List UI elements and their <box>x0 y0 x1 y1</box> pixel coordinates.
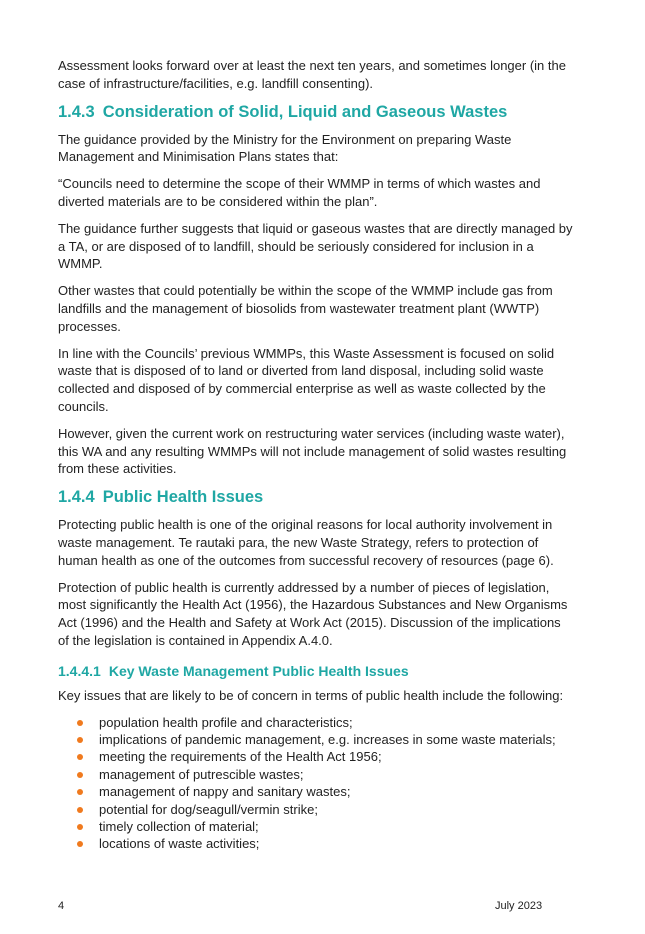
list-item <box>58 783 573 800</box>
page-number: 4 <box>58 900 65 912</box>
bullet-dot-icon <box>77 720 83 726</box>
subsection-number: 1.4.4.1 <box>58 662 101 679</box>
section-title: Public Health Issues <box>102 488 264 507</box>
list-item-text: management of nappy and sanitary wastes; <box>99 784 351 800</box>
list-item <box>58 801 573 818</box>
list-item <box>58 818 573 835</box>
list-item <box>58 766 573 783</box>
section-number: 1.4.4 <box>58 488 95 507</box>
intro-paragraph: Assessment looks forward over at least the next ten years, and sometimes longer (in the case of infrastructure/facilities, e.g. landfill consenting). <box>58 58 566 91</box>
list-item <box>58 714 573 731</box>
bullet-dot-icon <box>77 754 83 760</box>
paragraph: The guidance further suggests that liquid or gaseous wastes that are directly managed by a TA, or are disposed of to landfill, should be seriously considered for inclusion in a WMMP. <box>58 220 573 272</box>
quote-paragraph: “Councils need to determine the scope of their WMMP in terms of which wastes and diverted materials are to be considered within the plan”. <box>58 176 541 209</box>
health-issues-list <box>58 714 573 853</box>
bullet-dot-icon <box>77 737 83 743</box>
paragraph: Other wastes that could potentially be within the scope of the WMMP include gas from landfills and the management of biosolids from wastewater treatment plant (WWTP) processes. <box>58 283 553 334</box>
subsection-heading-1-4-4-1 <box>58 662 573 680</box>
paragraph: Protecting public health is one of the original reasons for local authority involvement in waste management. Te rautaki para, the new Waste Strategy, refers to protection of human health as one of the outcomes from successful recovery of resources (page 6). <box>58 517 554 568</box>
list-item-text: implications of pandemic management, e.g. increases in some waste materials; <box>99 731 556 747</box>
list-item-text: management of putrescible wastes; <box>99 766 304 782</box>
bullet-dot-icon <box>77 789 83 795</box>
bullet-dot-icon <box>77 841 83 847</box>
section-number: 1.4.3 <box>58 102 95 121</box>
list-item-text: locations of waste activities; <box>99 836 260 852</box>
list-item-text: timely collection of material; <box>99 818 259 834</box>
page-content <box>58 57 573 853</box>
list-item <box>58 731 573 748</box>
paragraph: In line with the Councils’ previous WMMPs, this Waste Assessment is focused on solid waste that is disposed of to land or diverted from land disposal, including solid waste collected and disposed of by commercial enterprise as well as waste collected by the councils. <box>58 345 555 414</box>
list-item <box>58 748 573 765</box>
subsection-title: Key Waste Management Public Health Issues <box>108 662 409 679</box>
list-item-text: potential for dog/seagull/vermin strike; <box>99 801 318 817</box>
section-title: Consideration of Solid, Liquid and Gaseous Wastes <box>102 102 508 121</box>
bullet-dot-icon <box>77 772 83 778</box>
paragraph: However, given the current work on restructuring water services (including waste water), this WA and any resulting WMMPs will not include management of solid wastes resulting from these activities. <box>58 425 567 477</box>
list-item-text: meeting the requirements of the Health Act 1956; <box>99 749 382 765</box>
paragraph: The guidance provided by the Ministry for the Environment on preparing Waste Management and Minimisation Plans states that: <box>58 131 512 165</box>
bullet-dot-icon <box>77 824 83 830</box>
list-item-text: population health profile and characteristics; <box>99 714 353 730</box>
list-lead-paragraph: Key issues that are likely to be of concern in terms of public health include the following: <box>58 687 564 703</box>
section-heading-1-4-4 <box>58 487 573 507</box>
bullet-dot-icon <box>77 807 83 813</box>
paragraph: Protection of public health is currently addressed by a number of pieces of legislation, most significantly the Health Act (1956), the Hazardous Substances and New Organisms Act (1996) and the Health and Safety at Work Act (2015). Discussion of the implications of the legislation is contained in Appendix A.4.0. <box>58 579 568 648</box>
list-item <box>58 835 573 852</box>
footer-date: July 2023 <box>495 900 543 912</box>
section-heading-1-4-3 <box>58 102 573 122</box>
